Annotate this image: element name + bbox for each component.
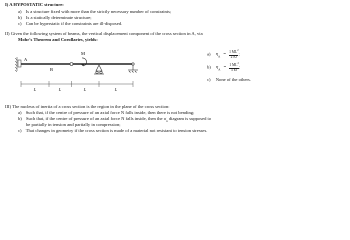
label-b: B: [50, 67, 54, 72]
option-text: Such that, if the centre of pressure of an axial force N falls inside, then the σ: [25, 116, 167, 121]
question-3-line-1: III) The nucleus of inertia of a cross section is the region in the plane of the cross section:: [5, 104, 170, 109]
option-text: None of the others.: [215, 77, 251, 82]
sigma-sub: n: [166, 118, 168, 123]
option-key: b): [207, 64, 211, 70]
lhs-sub: A: [218, 54, 221, 59]
denominator: 2 EJ: [230, 54, 237, 59]
option-text: be partially in tension and partially in compression;: [26, 122, 121, 127]
dim-label: L: [58, 87, 62, 92]
fraction: [229, 62, 241, 73]
eq: =: [223, 51, 226, 57]
dim-label: L: [114, 87, 118, 92]
numerator: 1 ML: [229, 63, 238, 68]
dim-label: L: [83, 87, 87, 92]
lhs: η: [215, 64, 219, 70]
numerator: 1 ML: [229, 50, 238, 55]
beam-system-diagram: [12, 46, 152, 96]
option-text-cont: diagram is supposed to: [167, 116, 212, 121]
internal-hinge: [70, 63, 73, 66]
option-text: Is a statically determinate structure;: [25, 15, 92, 20]
end-plate: [18, 60, 21, 67]
tail: ;: [238, 51, 240, 57]
question-1-title: I) A HYPOSTATIC structure:: [5, 2, 64, 7]
question-2-option-a[interactable]: [207, 49, 240, 60]
question-1-option-b[interactable]: [18, 15, 92, 20]
question-1-option-c[interactable]: [18, 21, 122, 26]
exponent: 2: [237, 49, 239, 52]
exponent: 2: [237, 62, 239, 65]
question-3-option-c[interactable]: [18, 128, 207, 133]
question-2-option-b[interactable]: [207, 62, 240, 73]
option-key: a): [207, 51, 211, 57]
option-text: Can be hyperstatic if the constraints are ill-disposed.: [25, 21, 123, 26]
left-clamp: [15, 57, 17, 72]
option-text: Such that, if the centre of pressure of an axial force N falls inside, then there is not bending;: [25, 110, 195, 115]
lhs-sub: A: [218, 67, 221, 72]
option-key: c): [207, 77, 211, 82]
option-key: b): [18, 15, 22, 20]
question-2-option-c[interactable]: [207, 77, 251, 82]
question-3-option-a[interactable]: [18, 110, 194, 115]
roller-support: [94, 65, 104, 74]
label-a: A: [24, 57, 28, 62]
question-1-option-a[interactable]: [18, 9, 171, 14]
label-m: M: [80, 51, 86, 56]
option-key: b): [18, 116, 22, 121]
question-3-option-b-cont: [26, 122, 121, 127]
question-2-line-2: Mohr's Theorem and Corollaries, yields:: [18, 37, 98, 42]
lhs: η: [215, 51, 219, 57]
option-key: a): [18, 9, 22, 14]
tail: ;: [238, 64, 241, 70]
option-text: That changes in geometry if the cross section is made of a material not resistant to tension stresses.: [25, 128, 208, 133]
option-text: Is a structure fixed with more than the strictly necessary number of constraints;: [25, 9, 172, 14]
option-key: a): [18, 110, 22, 115]
dim-label: L: [33, 87, 37, 92]
denominator: 3 EJ: [230, 67, 238, 72]
eq: =: [223, 64, 227, 70]
option-key: c): [18, 21, 22, 26]
question-2-line-1: II) Given the following system of beams, the vertical displacement component of the cross section in A, via: [5, 31, 203, 36]
option-key: c): [18, 128, 22, 133]
